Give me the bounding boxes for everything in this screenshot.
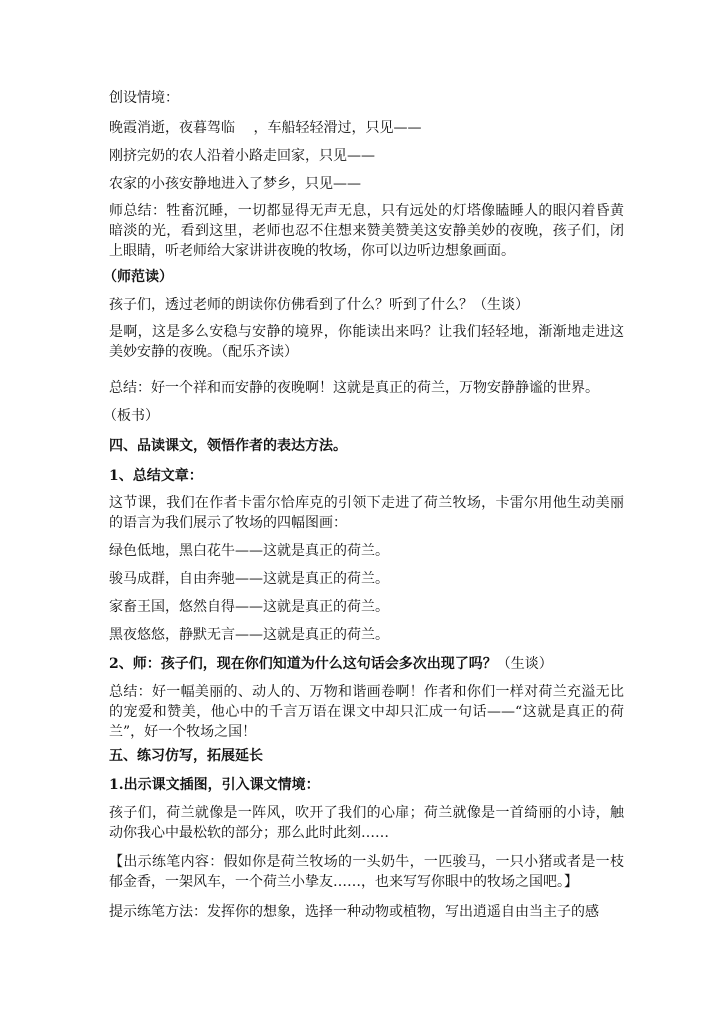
- section-heading: 五、练习仿写，拓展延长: [109, 748, 263, 764]
- subheading: 1.出示课文插图，引入课文情境：: [109, 777, 320, 793]
- paragraph: 【出示练笔内容：假如你是荷兰牧场的一头奶牛，一匹骏马，一只小猪或者是一枝郁金香，一架风车，一个荷兰小挚友……，也来写写你眼中的牧场之国吧。】: [109, 854, 624, 890]
- paragraph: 这节课，我们在作者卡雷尔恰库克的引领下走进了荷兰牧场，卡雷尔用他生动美丽的语言为我们展示了牧场的四幅图画：: [109, 495, 624, 531]
- subheading: 1、总结文章：: [109, 468, 203, 484]
- text-line: 提示练笔方法：发挥你的想象，选择一种动物或植物，写出逍遥自由当主子的感: [109, 904, 599, 920]
- text-line: 创设情境：: [109, 90, 179, 106]
- paragraph: 总结：好一幅美丽的、动人的、万物和谐画卷啊！作者和你们一样对荷兰充溢无比的宠爱和赞美，他心中的千言万语在课文中却只汇成一句话——“这就是真正的荷兰”，好一个牧场之国！: [109, 684, 624, 740]
- text-line: 刚挤完奶的农人沿着小路走回家，只见——: [109, 148, 375, 164]
- list-item: 绿色低地，黑白花牛——这就是真正的荷兰。: [109, 543, 389, 559]
- subheading: [109, 654, 629, 674]
- list-item: 黑夜悠悠，静默无言——这就是真正的荷兰。: [109, 627, 389, 643]
- list-item: 骏马成群，自由奔驰——这就是真正的荷兰。: [109, 571, 389, 587]
- section-heading: 四、品读课文，领悟作者的表达方法。: [109, 438, 347, 454]
- paragraph: 是啊，这是多么安稳与安静的境界，你能读出来吗？让我们轻轻地，渐渐地走进这美妙安静的夜晚。（配乐齐读）: [109, 324, 624, 360]
- note-text: （生谈）: [496, 656, 553, 672]
- paragraph: 师总结：牲畜沉睡，一切都显得无声无息，只有远处的灯塔像瞌睡人的眼闪着昏黄暗淡的光，看到这里，老师也忍不住想来赞美赞美这安静美妙的夜晚，孩子们，闭上眼睛，听老师给大家讲讲夜晚的牧场，你可以边听边想象画面。: [109, 203, 624, 259]
- paragraph: 孩子们，荷兰就像是一阵风，吹开了我们的心扉；荷兰就像是一首绮丽的小诗，触动你我心中最松软的部分；那么此时此刻……: [109, 805, 624, 841]
- text-line: 孩子们，透过老师的朗读你仿佛看到了什么？听到了什么？（生谈）: [109, 297, 529, 313]
- text-line: 晚霞消逝，夜暮驾临 ，车船轻轻滑过，只见——: [109, 120, 422, 136]
- subheading-text: 2、师：孩子们，现在你们知道为什么这句话会多次出现了吗？: [109, 656, 497, 672]
- list-item: 家畜王国，悠然自得——这就是真正的荷兰。: [109, 599, 389, 615]
- text-line: （板书）: [103, 408, 159, 424]
- text-line: 农家的小孩安静地进入了梦乡，只见——: [109, 176, 361, 192]
- section-note: （师范读）: [103, 269, 173, 285]
- text-line: 总结：好一个祥和而安静的夜晚啊！这就是真正的荷兰，万物安静静谧的世界。: [109, 380, 599, 396]
